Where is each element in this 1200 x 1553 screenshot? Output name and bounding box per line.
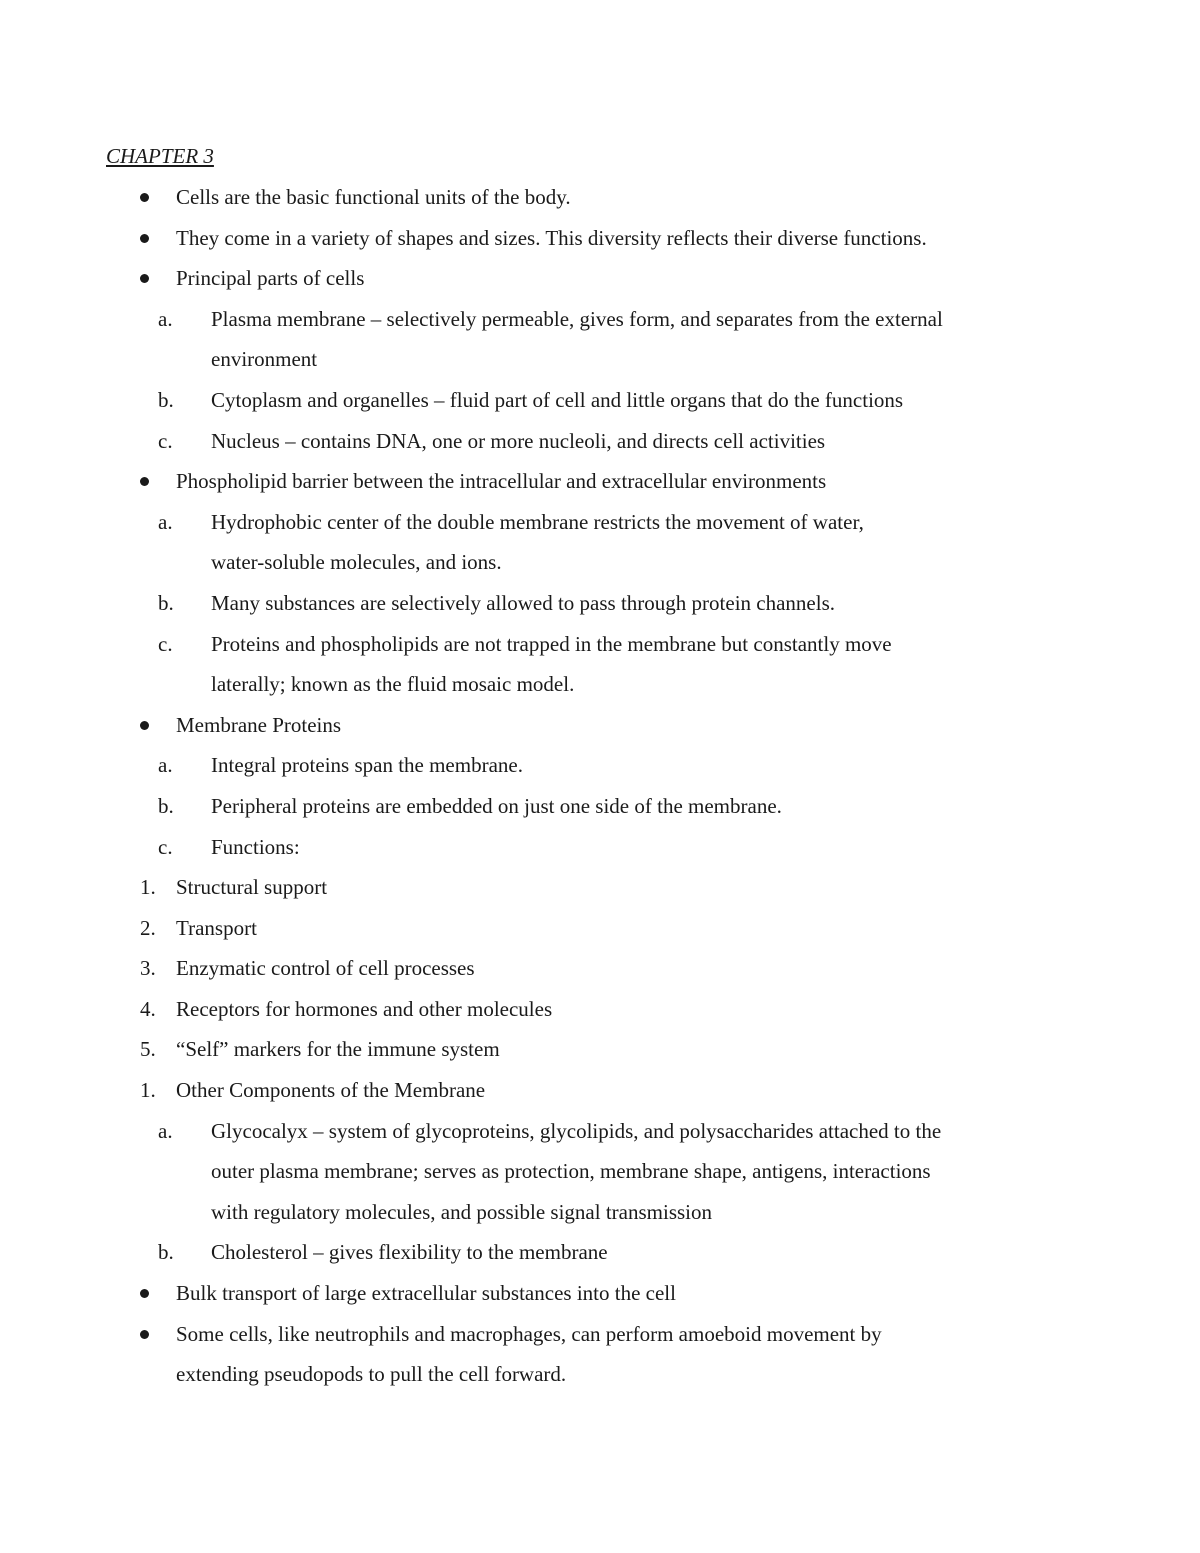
- item-text: Transport: [176, 915, 257, 940]
- item-text: Functions:: [211, 834, 300, 859]
- lettered-item-continuation: [0, 1151, 1200, 1192]
- lettered-item-continuation: [0, 664, 1200, 705]
- item-letter: c.: [158, 834, 173, 859]
- item-text: Enzymatic control of cell processes: [176, 956, 475, 981]
- item-number: 3.: [140, 956, 156, 981]
- document-body: [0, 136, 1200, 1395]
- item-text: extending pseudopods to pull the cell forward.: [176, 1362, 567, 1387]
- item-number: 2.: [140, 915, 156, 940]
- item-text: Proteins and phospholipids are not trapped in the membrane but constantly move: [211, 631, 892, 656]
- bullet-icon: [140, 177, 149, 218]
- chapter-heading: CHAPTER 3: [106, 144, 214, 168]
- numbered-item: [0, 1029, 1200, 1070]
- item-text: Structural support: [176, 875, 328, 900]
- item-text: with regulatory molecules, and possible signal transmission: [211, 1199, 713, 1224]
- bullet-item: [0, 1314, 1200, 1355]
- item-text: Integral proteins span the membrane.: [211, 753, 523, 778]
- bullet-item: [0, 705, 1200, 746]
- numbered-item: [0, 908, 1200, 949]
- bullet-icon: [140, 1314, 149, 1355]
- item-text: Hydrophobic center of the double membrane restricts the movement of water,: [211, 509, 864, 534]
- lettered-item: [0, 421, 1200, 462]
- bullet-icon: [140, 1273, 149, 1314]
- item-text: Cholesterol – gives flexibility to the membrane: [211, 1240, 608, 1265]
- item-text: They come in a variety of shapes and sizes. This diversity reflects their diverse functions.: [176, 225, 927, 250]
- numbered-item: [0, 1070, 1200, 1111]
- lettered-item: [0, 1232, 1200, 1273]
- item-letter: b.: [158, 793, 174, 818]
- numbered-item: [0, 989, 1200, 1030]
- lettered-item: [0, 502, 1200, 543]
- lettered-item: [0, 745, 1200, 786]
- bullet-item: [0, 258, 1200, 299]
- bullet-item: [0, 177, 1200, 218]
- item-text: “Self” markers for the immune system: [176, 1037, 500, 1062]
- item-text: outer plasma membrane; serves as protection, membrane shape, antigens, interactions: [211, 1159, 931, 1184]
- item-text: Other Components of the Membrane: [176, 1078, 486, 1103]
- item-text: Cytoplasm and organelles – fluid part of cell and little organs that do the functions: [211, 387, 904, 412]
- numbered-item: [0, 948, 1200, 989]
- item-text: Principal parts of cells: [176, 266, 365, 291]
- numbered-item: [0, 867, 1200, 908]
- item-text: Bulk transport of large extracellular substances into the cell: [176, 1281, 676, 1306]
- lettered-item-continuation: [0, 339, 1200, 380]
- item-text: Membrane Proteins: [176, 712, 342, 737]
- item-text: Peripheral proteins are embedded on just one side of the membrane.: [211, 793, 782, 818]
- item-text: Phospholipid barrier between the intracellular and extracellular environments: [176, 469, 827, 494]
- item-letter: b.: [158, 387, 174, 412]
- item-text: water-soluble molecules, and ions.: [211, 550, 502, 575]
- bullet-item: [0, 1273, 1200, 1314]
- item-number: 1.: [140, 1078, 156, 1103]
- item-text: environment: [211, 347, 318, 372]
- bullet-icon: [140, 705, 149, 746]
- lettered-item: [0, 827, 1200, 868]
- lettered-item-continuation: [0, 542, 1200, 583]
- item-letter: c.: [158, 428, 173, 453]
- lettered-item: [0, 299, 1200, 340]
- item-letter: a.: [158, 1118, 173, 1143]
- item-text: Plasma membrane – selectively permeable, gives form, and separates from the external: [211, 306, 943, 331]
- bullet-item: [0, 461, 1200, 502]
- lettered-item-continuation: [0, 1192, 1200, 1233]
- item-letter: a.: [158, 509, 173, 534]
- item-text: Receptors for hormones and other molecules: [176, 996, 553, 1021]
- bullet-icon: [140, 258, 149, 299]
- bullet-icon: [140, 461, 149, 502]
- item-letter: c.: [158, 631, 173, 656]
- item-text: Nucleus – contains DNA, one or more nucleoli, and directs cell activities: [211, 428, 826, 453]
- item-letter: a.: [158, 753, 173, 778]
- item-number: 4.: [140, 996, 156, 1021]
- lettered-item: [0, 786, 1200, 827]
- item-letter: b.: [158, 1240, 174, 1265]
- item-text: Cells are the basic functional units of the body.: [176, 185, 571, 209]
- item-text: Many substances are selectively allowed to pass through protein channels.: [211, 590, 835, 615]
- lettered-item: [0, 1111, 1200, 1152]
- item-number: 1.: [140, 875, 156, 900]
- bullet-item-continuation: [0, 1354, 1200, 1395]
- item-text: laterally; known as the fluid mosaic model.: [211, 672, 575, 697]
- bullet-item: [0, 218, 1200, 259]
- bullet-icon: [140, 218, 149, 259]
- item-number: 5.: [140, 1037, 156, 1062]
- lettered-item: [0, 380, 1200, 421]
- item-text: Some cells, like neutrophils and macrophages, can perform amoeboid movement by: [176, 1321, 882, 1346]
- lettered-item: [0, 583, 1200, 624]
- item-letter: b.: [158, 590, 174, 615]
- lettered-item: [0, 624, 1200, 665]
- item-text: Glycocalyx – system of glycoproteins, glycolipids, and polysaccharides attached to the: [211, 1118, 942, 1143]
- item-letter: a.: [158, 306, 173, 331]
